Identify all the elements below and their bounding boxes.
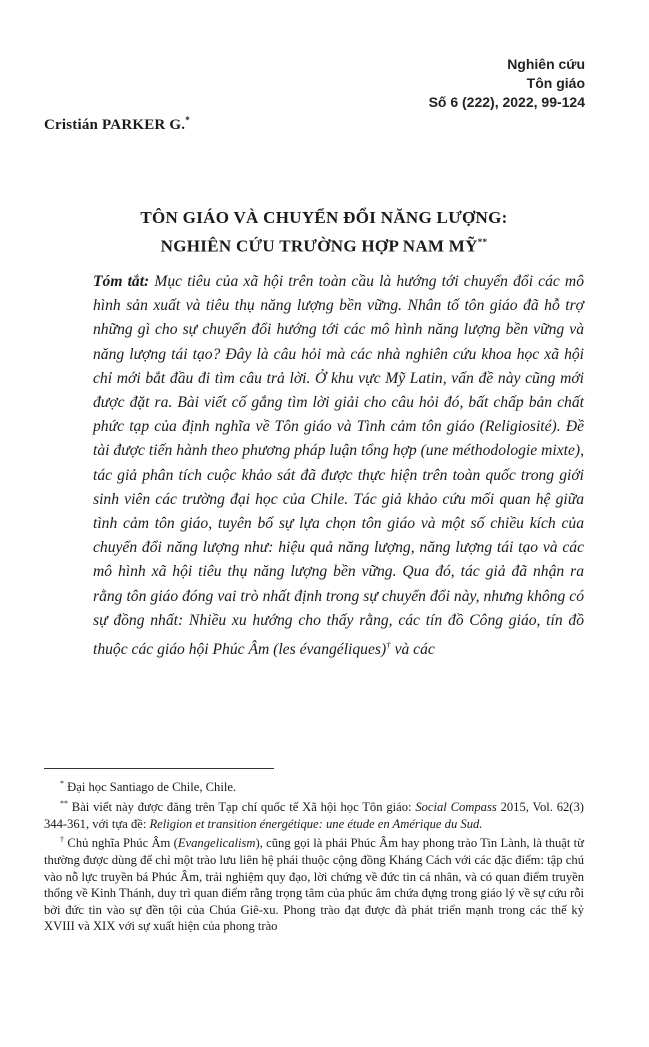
journal-header — [429, 55, 585, 112]
footnote-1-text: Đại học Santiago de Chile, Chile. — [64, 780, 237, 795]
abstract-footnote-marker: † — [386, 640, 391, 651]
journal-issue: Số 6 (222), 2022, 99-124 — [428, 94, 585, 110]
article-title-line1: TÔN GIÁO VÀ CHUYỂN ĐỔI NĂNG LƯỢNG: — [140, 208, 508, 227]
footnote-2-text-b: 2015, Vol. 62(3) 344-361, với tựa đề: — [44, 799, 584, 831]
footnote-3-text-a: Chủ nghĩa Phúc Âm ( — [64, 836, 178, 851]
abstract-text-tail: và các — [390, 641, 435, 659]
abstract-text: Mục tiêu của xã hội trên toàn cầu là hướng tới chuyển đổi các mô hình sản xuất và tiêu thụ năng lượng bền vững. Nhân tố tôn giáo đã hỗ trợ những gì cho sự chuyển đổi hướng tới các mô hình năng lượng bền vững và năng lượng tái tạo? Đây là câu hỏi mà các nhà nghiên cứu khoa học xã hội chỉ mới bắt đầu đi tìm câu trả lời. Ở khu vực Mỹ Latin, vấn đề này cũng mới được đặt ra. Bài viết cố gắng tìm lời giải cho câu hỏi đó, bất chấp bản chất phức tạp của định nghĩa về Tôn giáo và Tình cảm tôn giáo (Religiosité). Đề tài được tiến hành theo phương pháp luận tổng hợp (une méthodologie mixte), tác giả phân tích cuộc khảo sát đã được thực hiện trên toàn quốc trong giới sinh viên các trường đại học của Chile. Tác giả khảo cứu mối quan hệ giữa tình cảm tôn giáo, tuyên bố sự lựa chọn tôn giáo và một số chiều kích của chuyển đổi năng lượng như: hiệu quả năng lượng, năng lượng tái tạo và các mô hình xã hội tiêu thụ năng lượng bền vững. Qua đó, tác giả đã nhận ra rằng tôn giáo đóng vai trò nhất định trong sự chuyển đổi này, nhưng không có sự đồng nhất: Nhiều xu hướng cho thấy rằng, các tín đồ Công giáo, tín đồ thuộc các giáo hội Phúc Âm (les évangéliques) — [93, 273, 584, 659]
footnote-2 — [44, 796, 584, 832]
article-title — [64, 205, 584, 259]
footnote-3-term: Evangelicalism — [177, 836, 256, 851]
footnote-3 — [44, 832, 584, 935]
footnote-2-journal: Social Compass — [415, 799, 497, 814]
footnotes — [44, 776, 584, 935]
footnote-3-marker: † — [60, 835, 65, 845]
footnote-1-marker: * — [60, 779, 64, 788]
author-footnote-marker: * — [185, 115, 190, 125]
abstract-label: Tóm tắt: — [93, 273, 150, 290]
footnote-2-text-a: Bài viết này được đăng trên Tạp chí quốc tế Xã hội học Tôn giáo: — [68, 799, 416, 814]
author-line — [44, 115, 190, 134]
article-title-line2: NGHIÊN CỨU TRƯỜNG HỢP NAM MỸ — [160, 236, 478, 256]
footnote-3-text-b: ), cũng gọi là phái Phúc Âm hay phong trào Tin Lành, là thuật từ thường được dùng để chỉ một trào lưu liên hệ phái thuộc cộng đồng Kháng Cách với các đặc điểm: tập chú vào nỗ lực truyền bá Phúc Âm, trải nghiệm quy đạo, lời chứng về đức tin cá nhân, và có quan điểm truyền thống về Kinh Thánh, duy trì quan điểm rằng trọng tâm của phúc âm chứa đựng trong giáo lý về sự cứu rỗi bởi đức tin vào sự đền tội của Chúa Giê-xu. Phong trào đạt được đà phát triển mạnh trong các thế kỷ XVIII và XIX với sự xuất hiện của phong trào — [44, 836, 584, 934]
author-name: Cristián PARKER G. — [44, 117, 186, 133]
title-footnote-marker: ** — [477, 237, 488, 247]
footnote-2-original-title: Religion et transition énergétique: une étude en Amérique du Sud. — [149, 816, 483, 831]
article-title-line2-wrap — [64, 230, 584, 259]
abstract — [93, 270, 584, 662]
footnote-divider — [44, 768, 274, 769]
footnote-1 — [44, 776, 584, 796]
journal-name-line2: Tôn giáo — [526, 75, 585, 91]
journal-name-line1: Nghiên cứu — [507, 56, 585, 72]
footnote-2-marker: ** — [60, 798, 68, 808]
